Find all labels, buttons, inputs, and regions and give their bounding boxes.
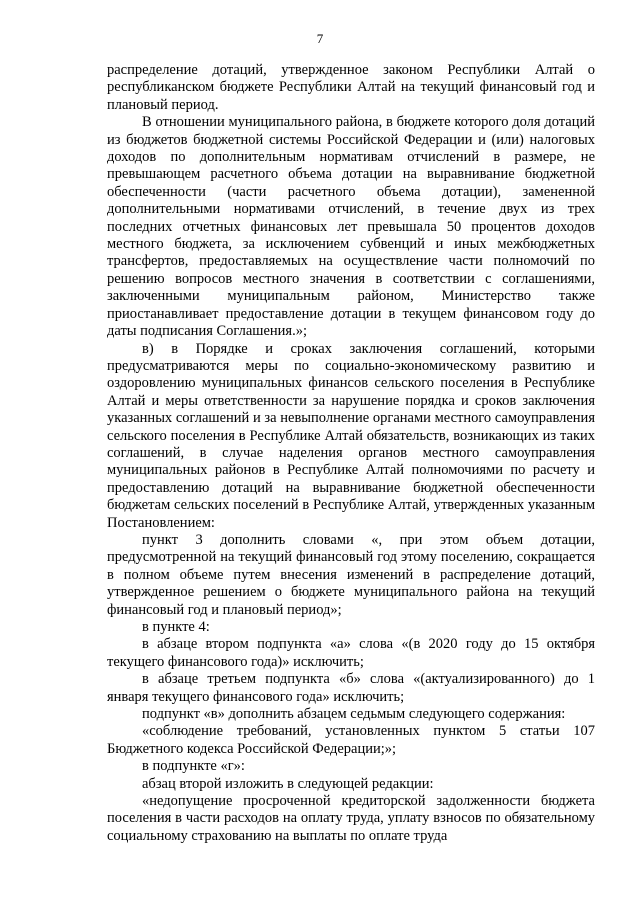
paragraph-9: «соблюдение требований, установленных пунктом 5 статьи 107 Бюджетного кодекса Российской Федерации;»; (107, 723, 595, 757)
paragraph-5: в пункте 4: (142, 619, 210, 635)
paragraph-1: распределение дотаций, утвержденное законом Республики Алтай о республиканском бюджете Республики Алтай на текущий финансовый год и плановый период. (107, 62, 595, 113)
paragraph-10: в подпункте «г»: (142, 758, 245, 775)
paragraph-4: пункт 3 дополнить словами «, при этом объем дотации, предусмотренной на текущий финансовый год этому поселению, сокращается в полном объеме путем внесения изменений в распределение дотаций, утвержденное решением о бюджете муниципального района на текущий финансовый год и плановый период»; (107, 531, 595, 618)
paragraph-12: «недопущение просроченной кредиторской задолженности бюджета поселения в части расходов на оплату труда, уплату взносов по обязательному социальному страхованию на выплаты по оплате труда (107, 793, 595, 844)
paragraph-6: в абзаце втором подпункта «а» слова «(в 2020 году до 15 октября текущего финансового года)» исключить; (107, 636, 595, 670)
paragraph-2: В отношении муниципального района, в бюджете которого доля дотаций из бюджетов бюджетной системы Российской Федерации и (или) налоговых доходов по дополнительным нормативам отчислений в размере, не превышающем расчетного объема дотации на выравнивание бюджетной обеспеченности (части расчетного объема дотации), замененной дополнительными нормативами отчислений, в течение двух из трех последних отчетных финансовых лет превышала 50 процентов доходов местного бюджета, за исключением субвенций и иных межбюджетных трансфертов, предоставляемых на осуществление части полномочий по решению вопросов местного значения в соответствии с соглашениями, заключенными муниципальным районом, Министерство также приостанавливает предоставление дотации в текущем финансовом году до даты подписания Соглашения.»; (107, 114, 595, 340)
page-number: 7 (316, 31, 324, 46)
paragraph-8: подпункт «в» дополнить абзацем седьмым следующего содержания: (142, 706, 566, 723)
document-body (107, 62, 595, 845)
paragraph-11: абзац второй изложить в следующей редакции: (142, 775, 434, 792)
paragraph-3: в) в Порядке и сроках заключения соглашений, которыми предусматриваются меры по социально-экономическому развитию и оздоровлению муниципальных финансов сельского поселения в Республике Алтай и меры ответственности за нарушение порядка и сроков заключения указанных соглашений и за невыполнение органами местного самоуправления сельского поселения в Республике Алтай обязательств, возникающих из таких соглашений, в случае наделения органов местного самоуправления муниципальных районов в Республике Алтай полномочиями по расчету и предоставлению дотаций на выравнивание бюджетной обеспеченности бюджетам сельских поселений в Республике Алтай, утвержденных указанным Постановлением: (107, 340, 595, 531)
paragraph-7: в абзаце третьем подпункта «б» слова «(актуализированного) до 1 января текущего финансового года» исключить; (107, 671, 595, 705)
